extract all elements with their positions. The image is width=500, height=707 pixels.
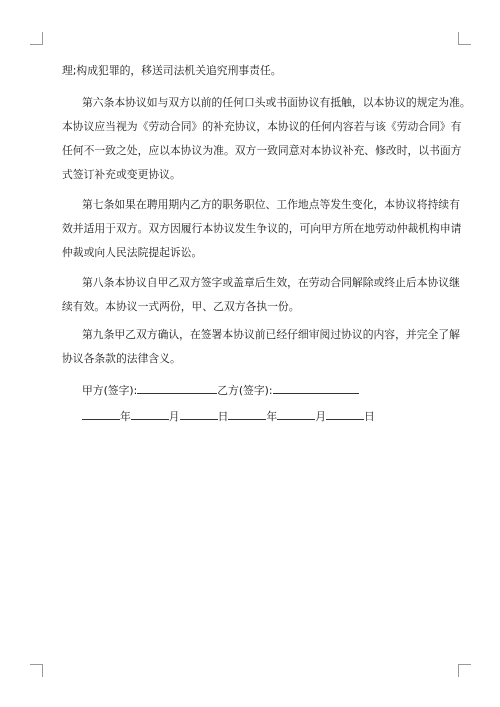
article-7-line: 仲裁或向人民法院提起诉讼。 (62, 246, 203, 259)
article-9-line: 协议各条款的法律含义。 (62, 352, 181, 365)
article-6-line: 式签订补充或变更协议。 (62, 168, 181, 181)
crop-mark-bottom-right (458, 664, 471, 677)
article-6-line: 任何不一致之处，应以本协议为准。双方一致同意对本协议补充、修改时，以书面方 (62, 144, 462, 157)
month-label: 月 (168, 410, 180, 423)
paragraph-line: 理;构成犯罪的，移送司法机关追究刑事责任。 (62, 64, 282, 77)
article-7-line: 效并适用于双方。双方因履行本协议发生争议的，可向甲方所在地劳动仲裁机构申请 (62, 222, 462, 235)
article-9-line: 第九条甲乙双方确认，在签署本协议前已经仔细审阅过协议的内容，并完全了解 (82, 328, 460, 341)
year-label: 年 (266, 410, 278, 423)
crop-mark-bottom-left (30, 664, 43, 677)
party-a-signature-blank (137, 382, 217, 394)
date-row (82, 408, 375, 424)
article-8-line: 续有效。本协议一式两份，甲、乙双方各执一份。 (62, 300, 300, 313)
article-6-line: 本协议应当视为《劳动合同》的补充协议，本协议的任何内容若与该《劳动合同》有 (62, 120, 462, 133)
year-blank (82, 408, 120, 420)
crop-mark-top-right (458, 32, 471, 45)
article-6-line: 第六条本协议如与双方以前的任何口头或书面协议有抵触，以本协议的规定为准。 (82, 96, 471, 109)
month-blank (131, 408, 169, 420)
day-label: 日 (217, 410, 229, 423)
month-blank (277, 408, 315, 420)
day-blank (180, 408, 218, 420)
day-label: 日 (363, 410, 375, 423)
signature-row (82, 382, 359, 398)
party-b-label: 乙方(签字): (217, 384, 273, 397)
party-b-signature-blank (273, 382, 359, 394)
party-a-label: 甲方(签字): (82, 384, 138, 397)
day-blank (326, 408, 364, 420)
month-label: 月 (315, 410, 326, 423)
article-7-line: 第七条如果在聘用期内乙方的职务职位、工作地点等发生变化，本协议将持续有 (82, 198, 460, 211)
year-blank (228, 408, 266, 420)
crop-mark-top-left (30, 32, 43, 45)
year-label: 年 (120, 410, 131, 423)
article-8-line: 第八条本协议自甲乙双方签字或盖章后生效，在劳动合同解除或终止后本协议继 (82, 276, 460, 289)
